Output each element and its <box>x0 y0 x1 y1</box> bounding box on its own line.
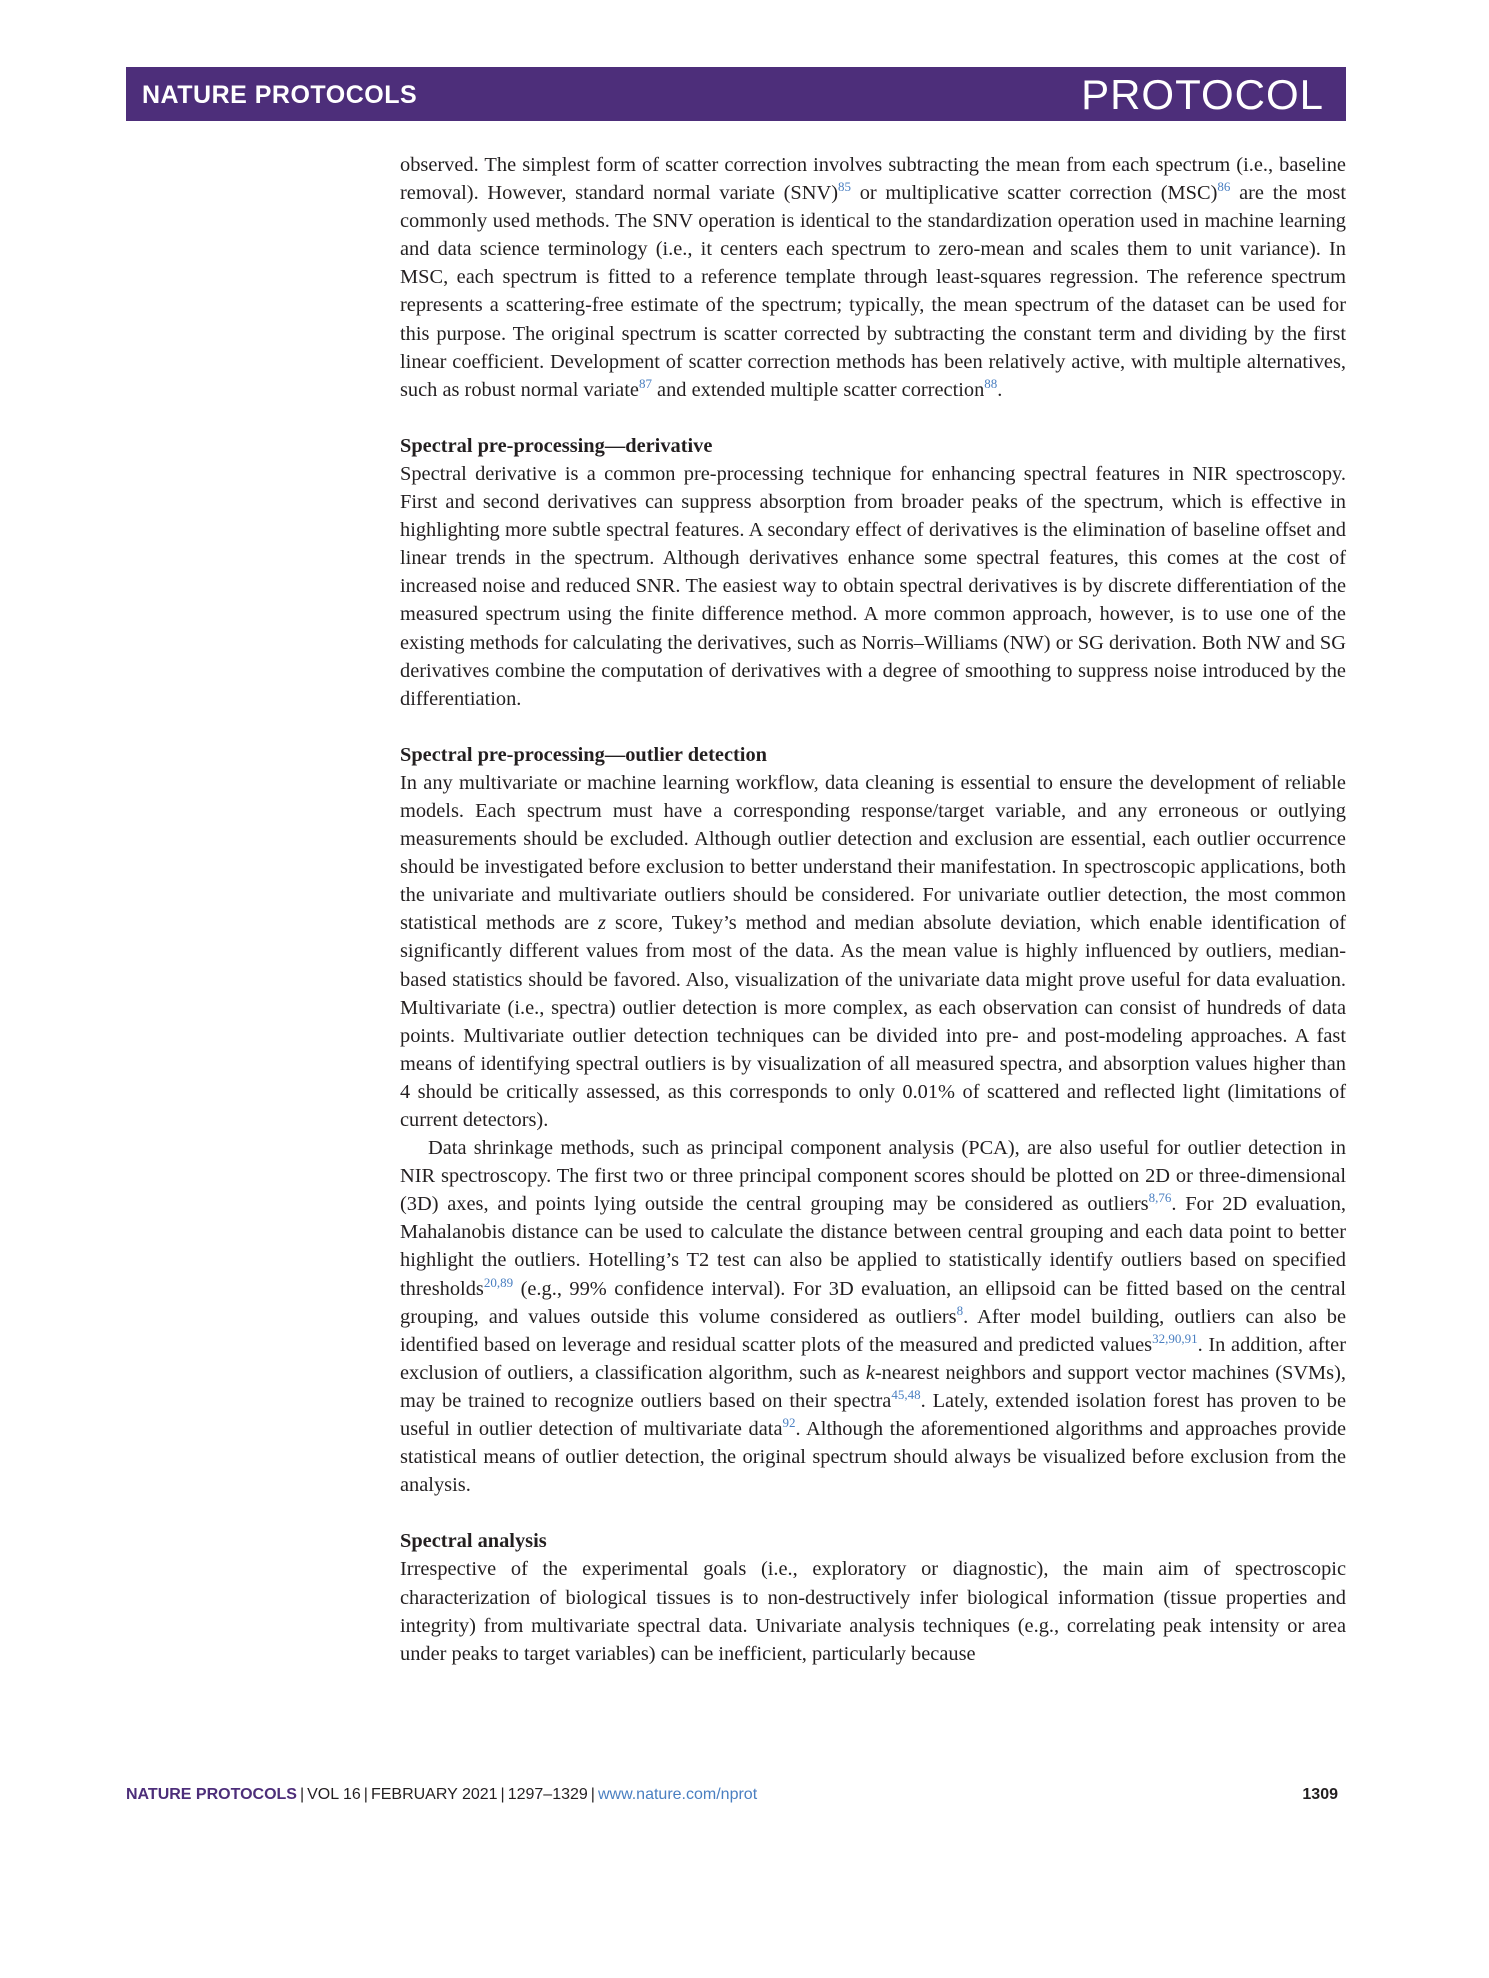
article-type: PROTOCOL <box>1081 71 1324 118</box>
paragraph: Spectral derivative is a common pre-processing technique for enhancing spectral features in NIR spectroscopy. First and second derivatives can suppress absorption from broader peaks of the spectrum, which is effective in highlighting more subtle spectral features. A secondary effect of derivatives is the elimination of baseline offset and linear trends in the spectrum. Although derivatives enhance some spectral features, this comes at the cost of increased noise and reduced SNR. The easiest way to obtain spectral derivatives is by discrete differentiation of the measured spectrum using the finite difference method. A more common approach, however, is to use one of the existing methods for calculating the derivatives, such as Norris–Williams (NW) or SG derivation. Both NW and SG derivatives combine the computation of derivatives with a degree of smoothing to suppress noise introduced by the differentiation. <box>400 462 1346 710</box>
paragraph: Data shrinkage methods, such as principal component analysis (PCA), are also useful for outlier detection in NIR spectroscopy. The first two or three principal component scores should be plotted on 2D or three-dimensional (3D) axes, and points lying outside the central grouping may be considered as outliers$^{8,76}$. For 2D evaluation, Mahalanobis distance can be used to calculate the distance between central grouping and each data point to better highlight the outliers. Hotelling’s T2 test can also be applied to statistically identify outliers based on specified thresholds$^{20,89}$ (e.g., 99% confidence interval). For 3D evaluation, an ellipsoid can be fitted based on the central grouping, and values outside this volume considered as outliers$^8$. After model building, outliers can also be identified based on leverage and residual scatter plots of the measured and predicted values$^{32,90,91}$. In addition, after exclusion of outliers, a classification algorithm, such as k-nearest neighbors and support vector machines (SVMs), may be trained to recognize outliers based on their spectra$^{45,48}$. Lately, extended isolation forest has proven to be useful in outlier detection of multivariate data$^{92}$. Although the aforementioned algorithms and approaches provide statistical means of outlier detection, the original spectrum should always be visualized before exclusion from the analysis. <box>400 1137 1347 1497</box>
citation-ref[interactable]: 87 <box>638 375 652 391</box>
page-footer: NATURE PROTOCOLS | VOL 16 | FEBRUARY 2021 | 1297–1329 | www.nature.com/nprot 1309 <box>126 1786 1338 1803</box>
citation-ref[interactable]: 86 <box>1217 179 1231 195</box>
citation-ref[interactable]: 85 <box>838 179 851 195</box>
section-heading: Spectral pre-processing—outlier detection <box>400 743 767 766</box>
citation-ref[interactable]: 20,89 <box>483 1274 514 1290</box>
paragraph: In any multivariate or machine learning workflow, data cleaning is essential to ensure the development of reliable models. Each spectrum must have a corresponding response/target variable, and any erroneous or outlying measurements should be excluded. Although outlier detection and exclusion are essential, each outlier occurrence should be investigated before exclusion to better understand their manifestation. In spectroscopic applications, both the univariate and multivariate outliers should be considered. For univariate outlier detection, the most common statistical methods are z score, Tukey’s method and median absolute deviation, which enable identification of significantly different values from most of the data. As the mean value is highly influenced by outliers, median-based statistics should be favored. Also, visualization of the univariate data might prove useful for data evaluation. Multivariate (i.e., spectra) outlier detection is more complex, as each observation can consist of hundreds of data points. Multivariate outlier detection techniques can be divided into pre- and post-modeling approaches. A fast means of identifying spectral outliers is by visualization of all measured spectra, and absorption values higher than 4 should be critically assessed, as this corresponds to only 0.01% of scattered and reflected light (limitations of current detectors). <box>400 771 1346 1131</box>
citation-ref[interactable]: 88 <box>984 375 998 391</box>
footer-pages: 1297–1329 <box>507 1786 588 1803</box>
citation-ref[interactable]: 45,48 <box>891 1386 921 1402</box>
citation-ref[interactable]: 8 <box>956 1302 964 1318</box>
section-derivative <box>400 432 1346 713</box>
page-number: 1309 <box>1302 1786 1338 1803</box>
paragraph-scatter-correction: observed. The simplest form of scatter correction involves subtracting the mean from each spectrum (i.e., baseline removal). However, standard normal variate (SNV)$^{85}$ or multiplicative scatter correction (MSC)$^{86}$ are the most commonly used methods. The SNV operation is identical to the standardization operation used in machine learning and data science terminology (i.e., it centers each spectrum to zero-mean and scales them to unit variance). In MSC, each spectrum is fitted to a reference template through least-squares regression. The reference spectrum represents a scattering-free estimate of the spectrum; typically, the mean spectrum of the dataset can be used for this purpose. The original spectrum is scatter corrected by subtracting the constant term and dividing by the first linear coefficient. Development of scatter correction methods has been relatively active, with multiple alternatives, such as robust normal variate$^{87}$ and extended multiple scatter correction$^{88}$. <box>400 154 1346 401</box>
section-outlier-detection <box>400 741 1346 1500</box>
footer-url-link[interactable]: www.nature.com/nprot <box>597 1786 758 1803</box>
footer-journal: NATURE PROTOCOLS <box>126 1786 297 1803</box>
citation-ref[interactable]: 32,90,91 <box>1152 1330 1198 1346</box>
citation-ref[interactable]: 8,76 <box>1148 1190 1172 1206</box>
footer-date: FEBRUARY 2021 <box>370 1786 498 1803</box>
paragraph: Irrespective of the experimental goals (i.e., exploratory or diagnostic), the main aim of spectroscopic characterization of biological tissues is to non-destructively infer biological information (tissue properties and integrity) from multivariate spectral data. Univariate analysis techniques (e.g., correlating peak intensity or area under peaks to target variables) can be inefficient, particularly because <box>400 1558 1346 1665</box>
journal-header-bar <box>126 67 1346 121</box>
citation-ref[interactable]: 92 <box>782 1415 796 1431</box>
footer-volume: VOL 16 <box>307 1786 361 1803</box>
article-body <box>400 151 1346 1668</box>
section-heading: Spectral analysis <box>400 1530 547 1553</box>
section-heading: Spectral pre-processing—derivative <box>400 434 713 457</box>
section-spectral-analysis <box>400 1527 1346 1667</box>
journal-name: NATURE PROTOCOLS <box>142 81 418 109</box>
